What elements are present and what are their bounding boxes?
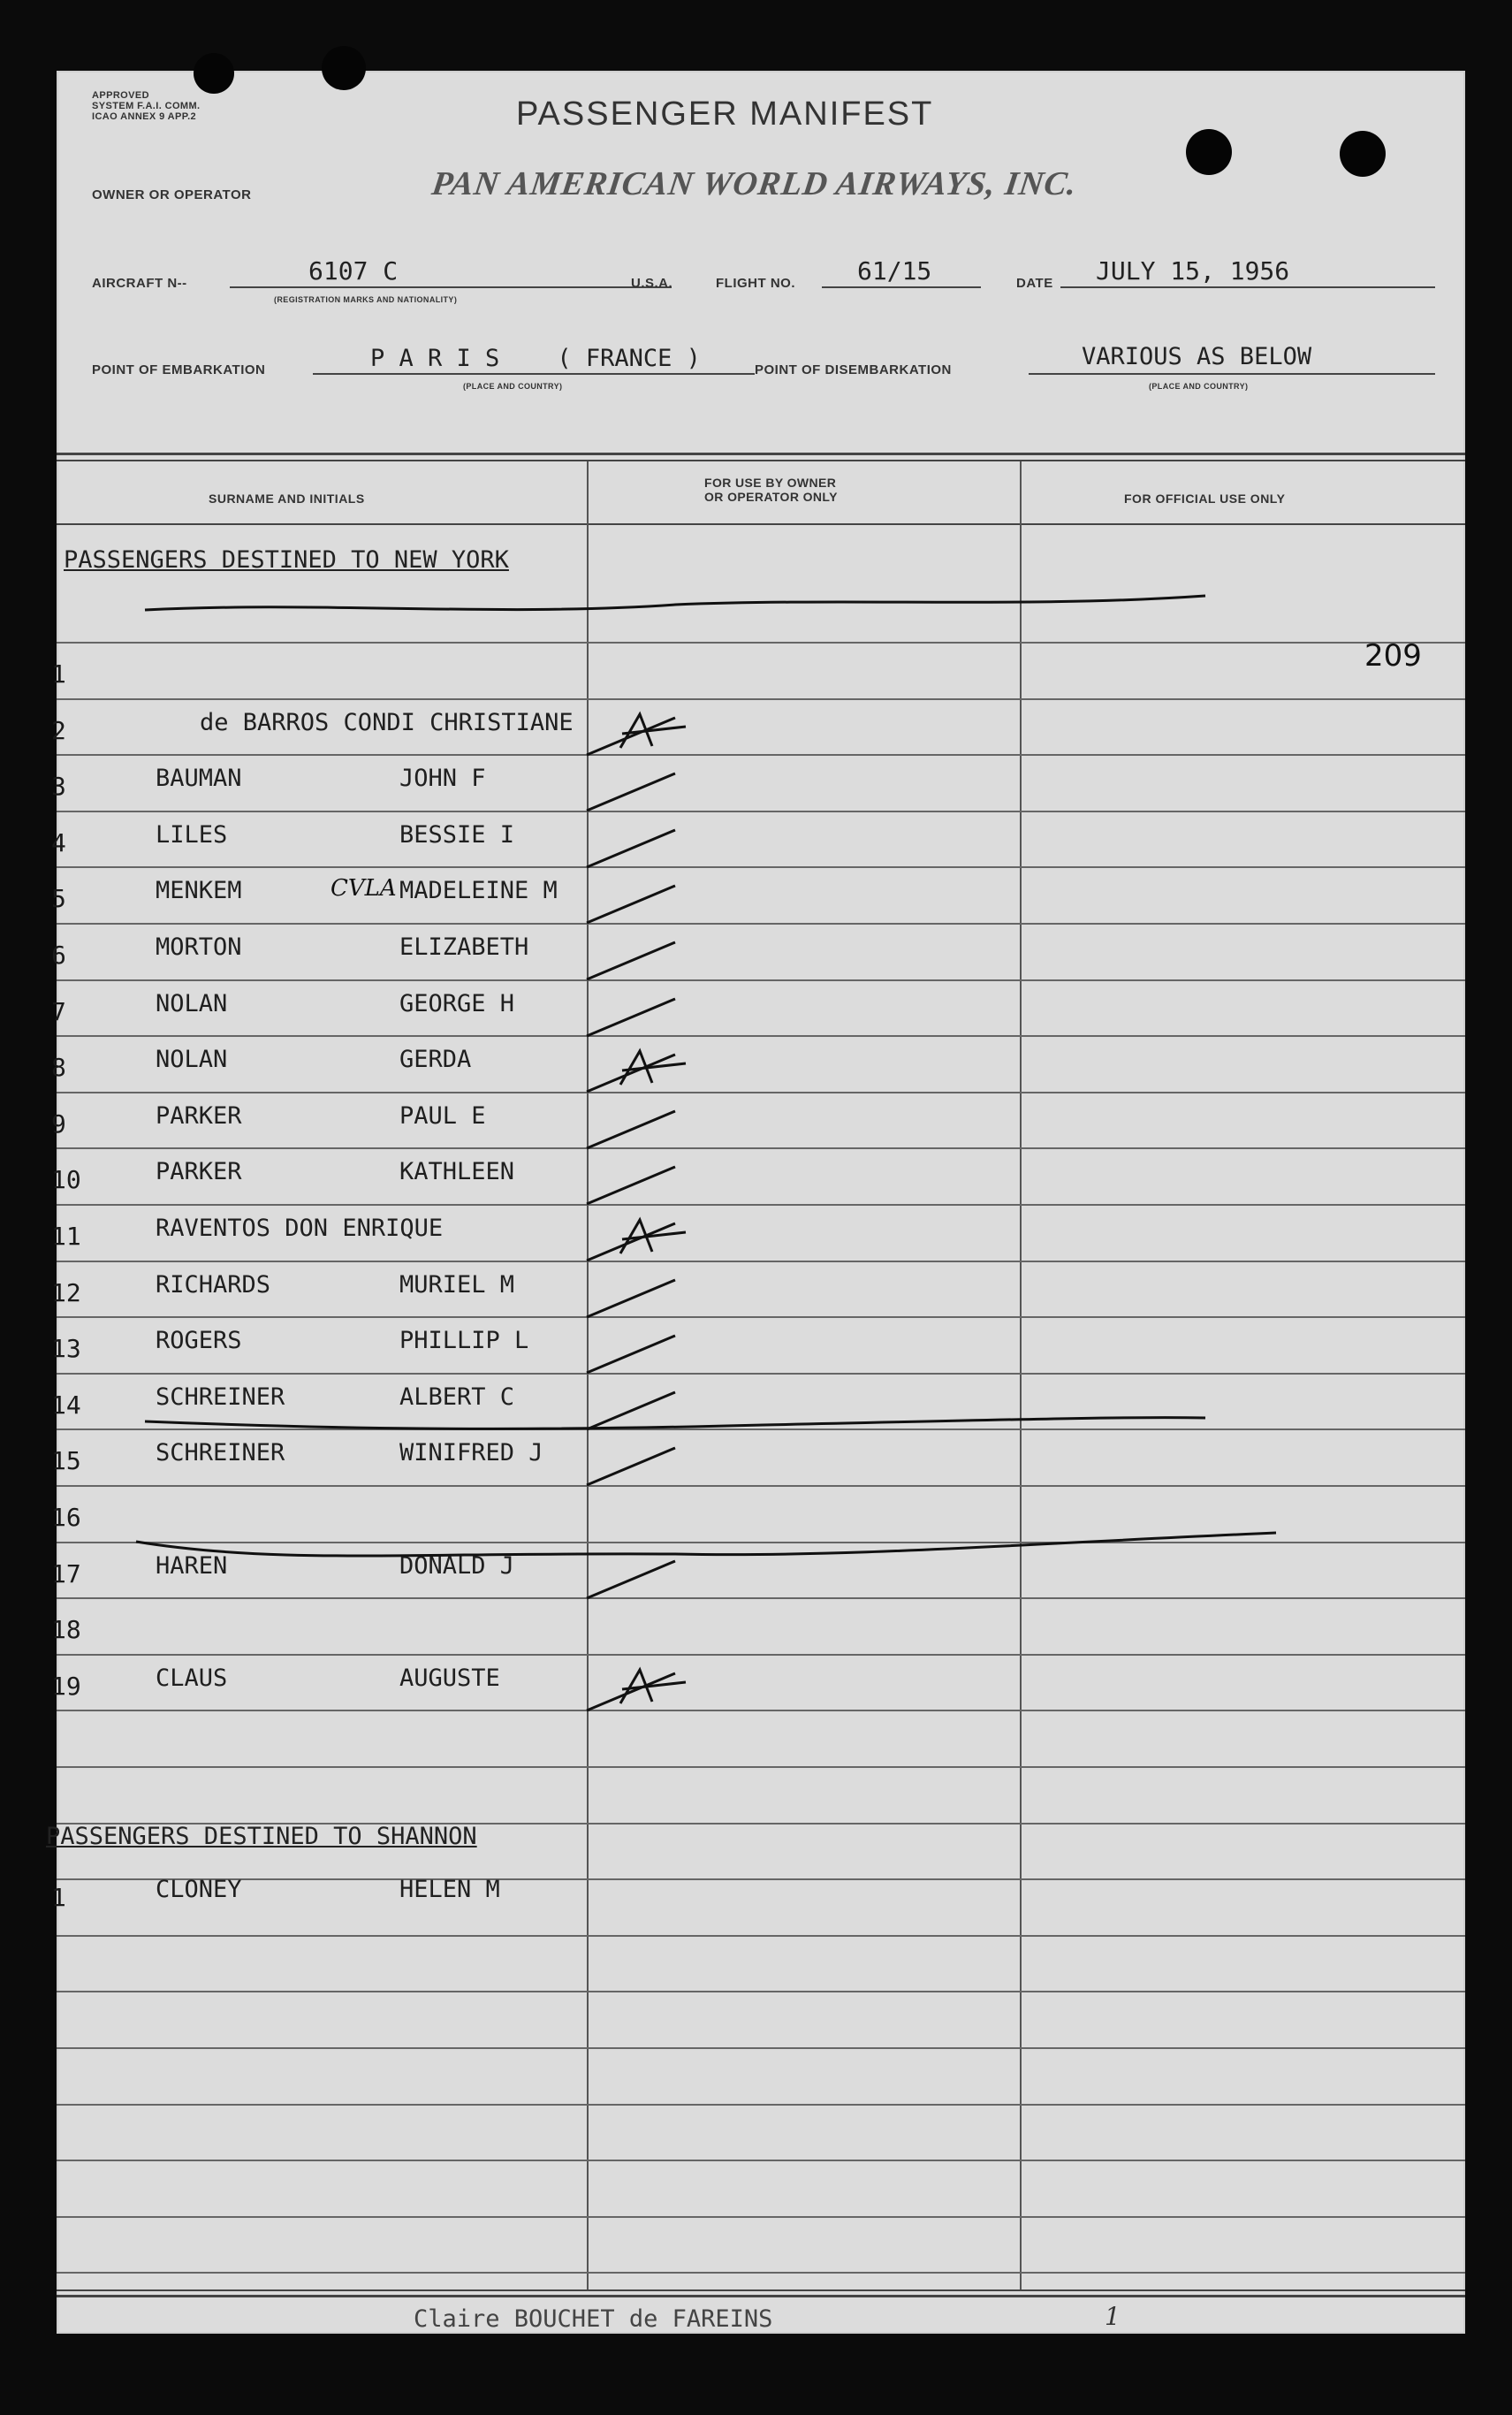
check-mark xyxy=(587,942,675,979)
column-header-official: FOR OFFICIAL USE ONLY xyxy=(1124,491,1286,506)
row-number: 19 xyxy=(51,1672,81,1701)
embark-sublabel: (PLACE AND COUNTRY) xyxy=(463,382,563,391)
passenger-surname: ROGERS xyxy=(156,1327,242,1354)
initial-mark xyxy=(620,1051,686,1085)
check-mark xyxy=(587,886,675,923)
page-title: PASSENGER MANIFEST xyxy=(516,95,934,133)
check-mark xyxy=(587,830,675,867)
date-value: JULY 15, 1956 xyxy=(1096,256,1290,286)
row-number: 8 xyxy=(51,1053,66,1082)
passenger-surname: MENKEM xyxy=(156,877,242,904)
passenger-given-name: DONALD J xyxy=(399,1552,515,1580)
aircraft-label: AIRCRAFT N-- xyxy=(92,276,187,291)
check-mark xyxy=(587,1561,675,1598)
row-number: 9 xyxy=(51,1109,66,1139)
row-number: 1 xyxy=(51,659,66,689)
passenger-surname: SCHREINER xyxy=(156,1383,285,1411)
disembark-value: VARIOUS AS BELOW xyxy=(1082,343,1312,370)
passenger-surname: SCHREINER xyxy=(156,1439,285,1467)
passenger-surname: MORTON xyxy=(156,933,242,961)
row-number: 13 xyxy=(51,1334,81,1363)
check-mark xyxy=(587,773,675,811)
section-heading-shannon: PASSENGERS DESTINED TO SHANNON xyxy=(46,1823,477,1850)
passenger-given-name: WINIFRED J xyxy=(399,1439,543,1467)
row-number: 16 xyxy=(51,1503,81,1532)
passenger-given-name: PAUL E xyxy=(399,1102,486,1130)
page-number: 1 xyxy=(1105,2302,1121,2331)
check-mark xyxy=(587,1336,675,1373)
passenger-given-name: KATHLEEN xyxy=(399,1158,515,1185)
passenger-surname: RICHARDS xyxy=(156,1271,271,1299)
footer-rule xyxy=(57,2289,1465,2291)
check-mark xyxy=(587,1392,675,1429)
aircraft-sublabel: (REGISTRATION MARKS AND NATIONALITY) xyxy=(274,295,458,304)
nationality: U.S.A. xyxy=(631,276,673,291)
passenger-surname: PARKER xyxy=(156,1158,242,1185)
initial-mark xyxy=(620,1220,686,1253)
official-number: 209 xyxy=(1364,638,1422,674)
row-number: 1 xyxy=(51,1883,66,1912)
row-number: 5 xyxy=(51,884,66,913)
flight-value: 61/15 xyxy=(857,256,932,286)
approval-line: SYSTEM F.A.I. COMM. xyxy=(92,101,201,111)
owner-value: PAN AMERICAN WORLD AIRWAYS, INC. xyxy=(429,165,1080,202)
passenger-given-name: MADELEINE M xyxy=(399,877,558,904)
row-number: 6 xyxy=(51,941,66,970)
footer-rule xyxy=(57,2295,1465,2297)
embark-value: P A R I S ( FRANCE ) xyxy=(370,345,701,372)
initial-mark xyxy=(620,714,686,748)
passenger-surname: RAVENTOS DON ENRIQUE xyxy=(156,1215,444,1242)
passenger-given-name: MURIEL M xyxy=(399,1271,515,1299)
passenger-surname: CLONEY xyxy=(156,1876,242,1903)
passenger-surname: NOLAN xyxy=(156,990,228,1017)
disembark-sublabel: (PLACE AND COUNTRY) xyxy=(1149,382,1249,391)
row-number: 11 xyxy=(51,1222,81,1251)
row-number: 15 xyxy=(51,1446,81,1475)
passenger-given-name: JOHN F xyxy=(399,765,486,792)
section-heading-new-york: PASSENGERS DESTINED TO NEW YORK xyxy=(64,546,509,574)
owner-label: OWNER OR OPERATOR xyxy=(92,187,252,202)
column-header-owner: OR OPERATOR ONLY xyxy=(704,490,838,504)
check-mark xyxy=(587,1223,675,1261)
flight-label: FLIGHT NO. xyxy=(716,276,795,291)
row-number: 17 xyxy=(51,1559,81,1588)
passenger-surname: NOLAN xyxy=(156,1046,228,1073)
passenger-given-name: HELEN M xyxy=(399,1876,500,1903)
approval-line: ICAO ANNEX 9 APP.2 xyxy=(92,111,197,122)
row-number: 3 xyxy=(51,772,66,801)
check-mark xyxy=(587,1280,675,1317)
embark-label: POINT OF EMBARKATION xyxy=(92,362,266,377)
signature: Claire BOUCHET de FAREINS xyxy=(414,2305,773,2333)
passenger-given-name: GERDA xyxy=(399,1046,472,1073)
disembark-label: POINT OF DISEMBARKATION xyxy=(755,362,952,377)
row-number: 4 xyxy=(51,828,66,857)
check-mark xyxy=(587,999,675,1036)
row-number: 10 xyxy=(51,1165,81,1194)
check-mark xyxy=(587,718,675,755)
passenger-surname: BAUMAN xyxy=(156,765,242,792)
check-mark xyxy=(587,1167,675,1204)
passenger-given-name: ALBERT C xyxy=(399,1383,515,1411)
row-number: 12 xyxy=(51,1278,81,1307)
row-number: 7 xyxy=(51,997,66,1026)
passenger-given-name: GEORGE H xyxy=(399,990,515,1017)
passenger-given-name: AUGUSTE xyxy=(399,1665,500,1692)
date-label: DATE xyxy=(1016,276,1053,291)
check-mark xyxy=(587,1111,675,1148)
manifest-sheet xyxy=(46,71,1465,2334)
handwritten-note: CVLA xyxy=(331,875,397,902)
passenger-surname: HAREN xyxy=(156,1552,228,1580)
column-header-surname: SURNAME AND INITIALS xyxy=(209,491,365,506)
approval-line: APPROVED xyxy=(92,90,149,101)
passenger-surname: LILES xyxy=(156,821,228,849)
aircraft-value: 6107 C xyxy=(308,256,399,286)
passenger-surname: de BARROS CONDI CHRISTIANE xyxy=(200,709,574,736)
passenger-given-name: BESSIE I xyxy=(399,821,515,849)
passenger-surname: PARKER xyxy=(156,1102,242,1130)
passenger-surname: CLAUS xyxy=(156,1665,228,1692)
check-marks xyxy=(57,71,1465,2334)
row-number: 2 xyxy=(51,716,66,745)
passenger-given-name: ELIZABETH xyxy=(399,933,529,961)
row-number: 18 xyxy=(51,1615,81,1644)
column-header-owner: FOR USE BY OWNER xyxy=(704,476,837,490)
check-mark xyxy=(587,1055,675,1092)
initial-mark xyxy=(620,1670,686,1703)
passenger-given-name: PHILLIP L xyxy=(399,1327,529,1354)
check-mark xyxy=(587,1673,675,1710)
row-number: 14 xyxy=(51,1390,81,1420)
check-mark xyxy=(587,1448,675,1485)
